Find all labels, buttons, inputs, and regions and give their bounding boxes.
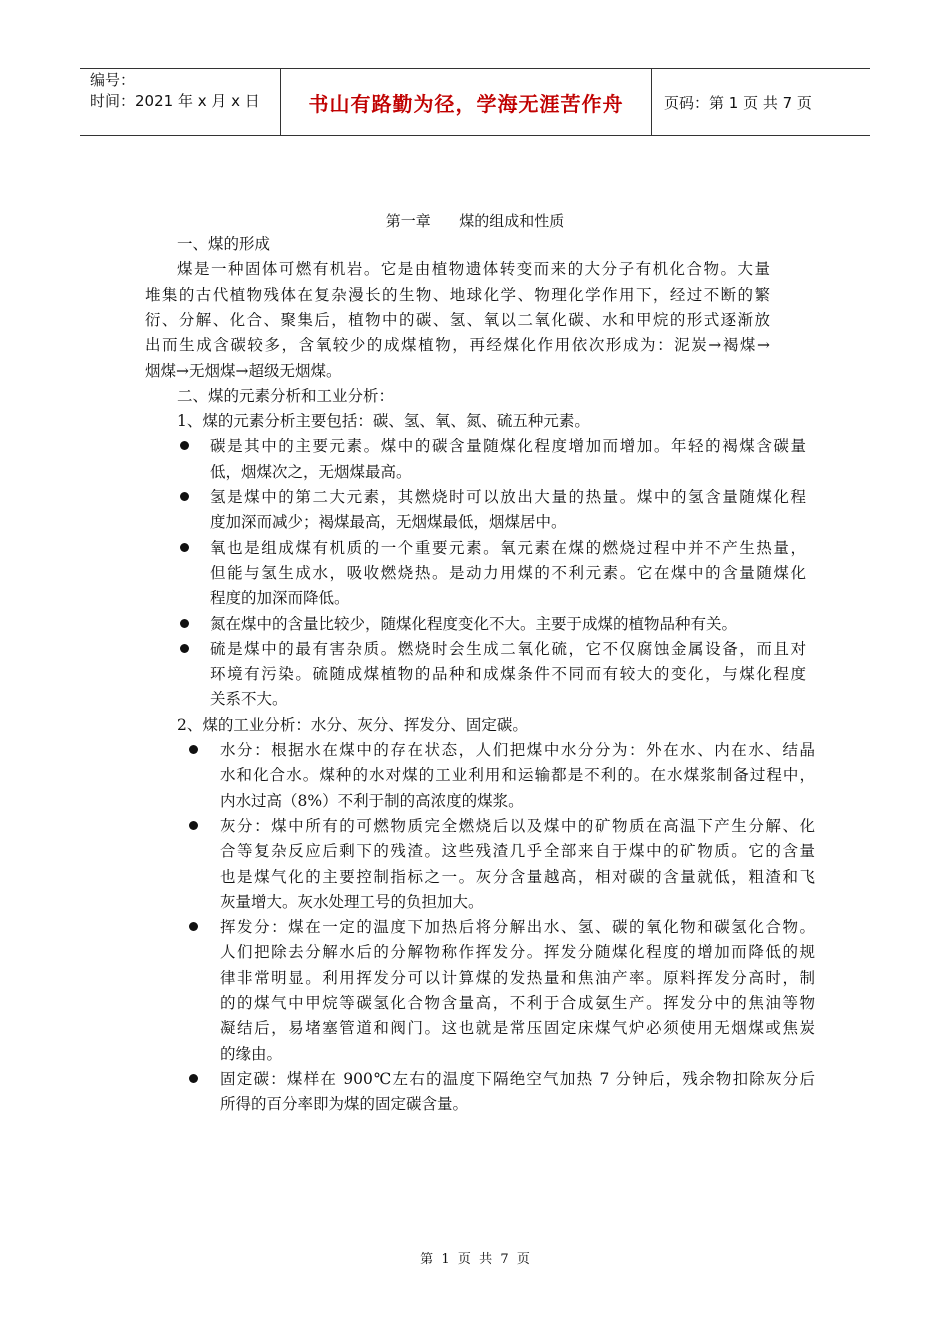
number-label: 编号： <box>90 71 136 89</box>
header-meta <box>90 70 260 112</box>
paragraph-line: 烟煤→无烟煤→超级无烟煤。 <box>145 361 342 380</box>
industrial-item-line: 也是煤气化的主要控制指标之一。灰分含量越高，相对碳的含量就低，粗渣和飞 <box>220 867 815 886</box>
industrial-item-line: 固定碳：煤样在 900℃左右的温度下隔绝空气加热 7 分钟后，残余物扣除灰分后 <box>220 1069 815 1088</box>
industrial-item-line: 人们把除去分解水后的分解物称作挥发分。挥发分随煤化程度的增加而降低的规 <box>220 943 815 962</box>
paragraph-line: 出而生成含碳较多，含氧较少的成煤植物，再经煤化作用依次形成为：泥炭→褐煤→ <box>145 336 770 355</box>
industrial-item-line: 的的煤气中甲烷等碳氢化合物含量高，不利于合成氨生产。挥发分中的焦油等物 <box>220 994 815 1012</box>
paragraph-line: 衍、分解、化合、聚集后，植物中的碳、氢、氧以二氧化碳、水和甲烷的形式逐渐放 <box>145 310 770 329</box>
page-footer: 第 1 页 共 7 页 <box>420 1252 530 1267</box>
bullet-icon <box>180 644 189 653</box>
bullet-icon <box>189 745 198 754</box>
element-item-line: 程度的加深而降低。 <box>210 589 350 608</box>
paragraph-line: 堆集的古代植物残体在复杂漫长的生物、地球化学、物理化学作用下，经过不断的繁 <box>145 285 770 304</box>
bullet-icon <box>189 922 198 931</box>
industrial-item-line: 内水过高（8%）不利于制的高浓度的煤浆。 <box>220 791 524 810</box>
element-item-line: 硫是煤中的最有害杂质。燃烧时会生成二氧化硫，它不仅腐蚀金属设备，而且对 <box>210 639 806 658</box>
industrial-item-line: 水和化合水。煤种的水对煤的工业利用和运输都是不利的。在水煤浆制备过程中， <box>220 766 815 785</box>
element-item-line: 碳是其中的主要元素。煤中的碳含量随煤化程度增加而增加。年轻的褐煤含碳量 <box>210 437 806 456</box>
bullet-icon <box>180 619 189 628</box>
header-motto: 书山有路勤为径，学海无涯苦作舟 <box>308 91 624 116</box>
industrial-item-line: 律非常明显。利用挥发分可以计算煤的发热量和焦油产率。原料挥发分高时，制 <box>220 968 815 987</box>
industrial-item-line: 所得的百分率即为煤的固定碳含量。 <box>220 1095 469 1114</box>
subsection-heading: 2、煤的工业分析：水分、灰分、挥发分、固定碳。 <box>177 715 528 734</box>
industrial-item-line: 灰量增大。灰水处理工号的负担加大。 <box>220 892 484 911</box>
element-item-line: 但能与氢生成水，吸收燃烧热。是动力用煤的不利元素。它在煤中的含量随煤化 <box>210 563 806 582</box>
industrial-item-line: 水分：根据水在煤中的存在状态，人们把煤中水分分为：外在水、内在水、结晶 <box>220 741 815 759</box>
bullet-icon <box>189 821 198 830</box>
chapter-title: 第一章 煤的组成和性质 <box>385 212 565 230</box>
element-item-line: 关系不大。 <box>210 690 288 709</box>
section-heading: 二、煤的元素分析和工业分析： <box>177 386 395 405</box>
element-item-line: 氮在煤中的含量比较少，随煤化程度变化不大。主要于成煤的植物品种有关。 <box>210 614 738 633</box>
element-item-line: 氧也是组成煤有机质的一个重要元素。氧元素在煤的燃烧过程中并不产生热量， <box>210 538 806 557</box>
bullet-icon <box>180 441 189 450</box>
header-page-label: 页码：第 1 页 共 7 页 <box>664 93 812 112</box>
industrial-item-line: 挥发分：煤在一定的温度下加热后将分解出水、氢、碳的氧化物和碳氢化合物。 <box>220 918 815 937</box>
element-item-line: 低，烟煤次之，无烟煤最高。 <box>210 462 412 481</box>
paragraph-line: 煤是一种固体可燃有机岩。它是由植物遗体转变而来的大分子有机化合物。大量 <box>177 260 770 279</box>
bullet-icon <box>189 1074 198 1083</box>
industrial-item-line: 凝结后，易堵塞管道和阀门。这也就是常压固定床煤气炉必须使用无烟煤或焦炭 <box>220 1019 815 1038</box>
bullet-icon <box>180 492 189 501</box>
subsection-heading: 1、煤的元素分析主要包括：碳、氢、氧、氮、硫五种元素。 <box>177 412 590 431</box>
element-item-line: 环境有污染。硫随成煤植物的品种和成煤条件不同而有较大的变化，与煤化程度 <box>210 665 806 684</box>
industrial-item-line: 的缘由。 <box>220 1044 283 1063</box>
industrial-item-line: 合等复杂反应后剩下的残渣。这些残渣几乎全部来自于煤中的矿物质。它的含量 <box>220 842 815 861</box>
bullet-icon <box>180 543 189 552</box>
header-divider <box>651 68 652 136</box>
element-item-line: 度加深而减少；褐煤最高，无烟煤最低，烟煤居中。 <box>210 513 567 532</box>
industrial-item-line: 灰分：煤中所有的可燃物质完全燃烧后以及煤中的矿物质在高温下产生分解、化 <box>220 816 815 835</box>
element-item-line: 氢是煤中的第二大元素，其燃烧时可以放出大量的热量。煤中的氢含量随煤化程 <box>210 488 806 506</box>
section-heading: 一、煤的形成 <box>177 235 271 253</box>
date-label: 时间：2021 年 x 月 x 日 <box>90 92 260 110</box>
